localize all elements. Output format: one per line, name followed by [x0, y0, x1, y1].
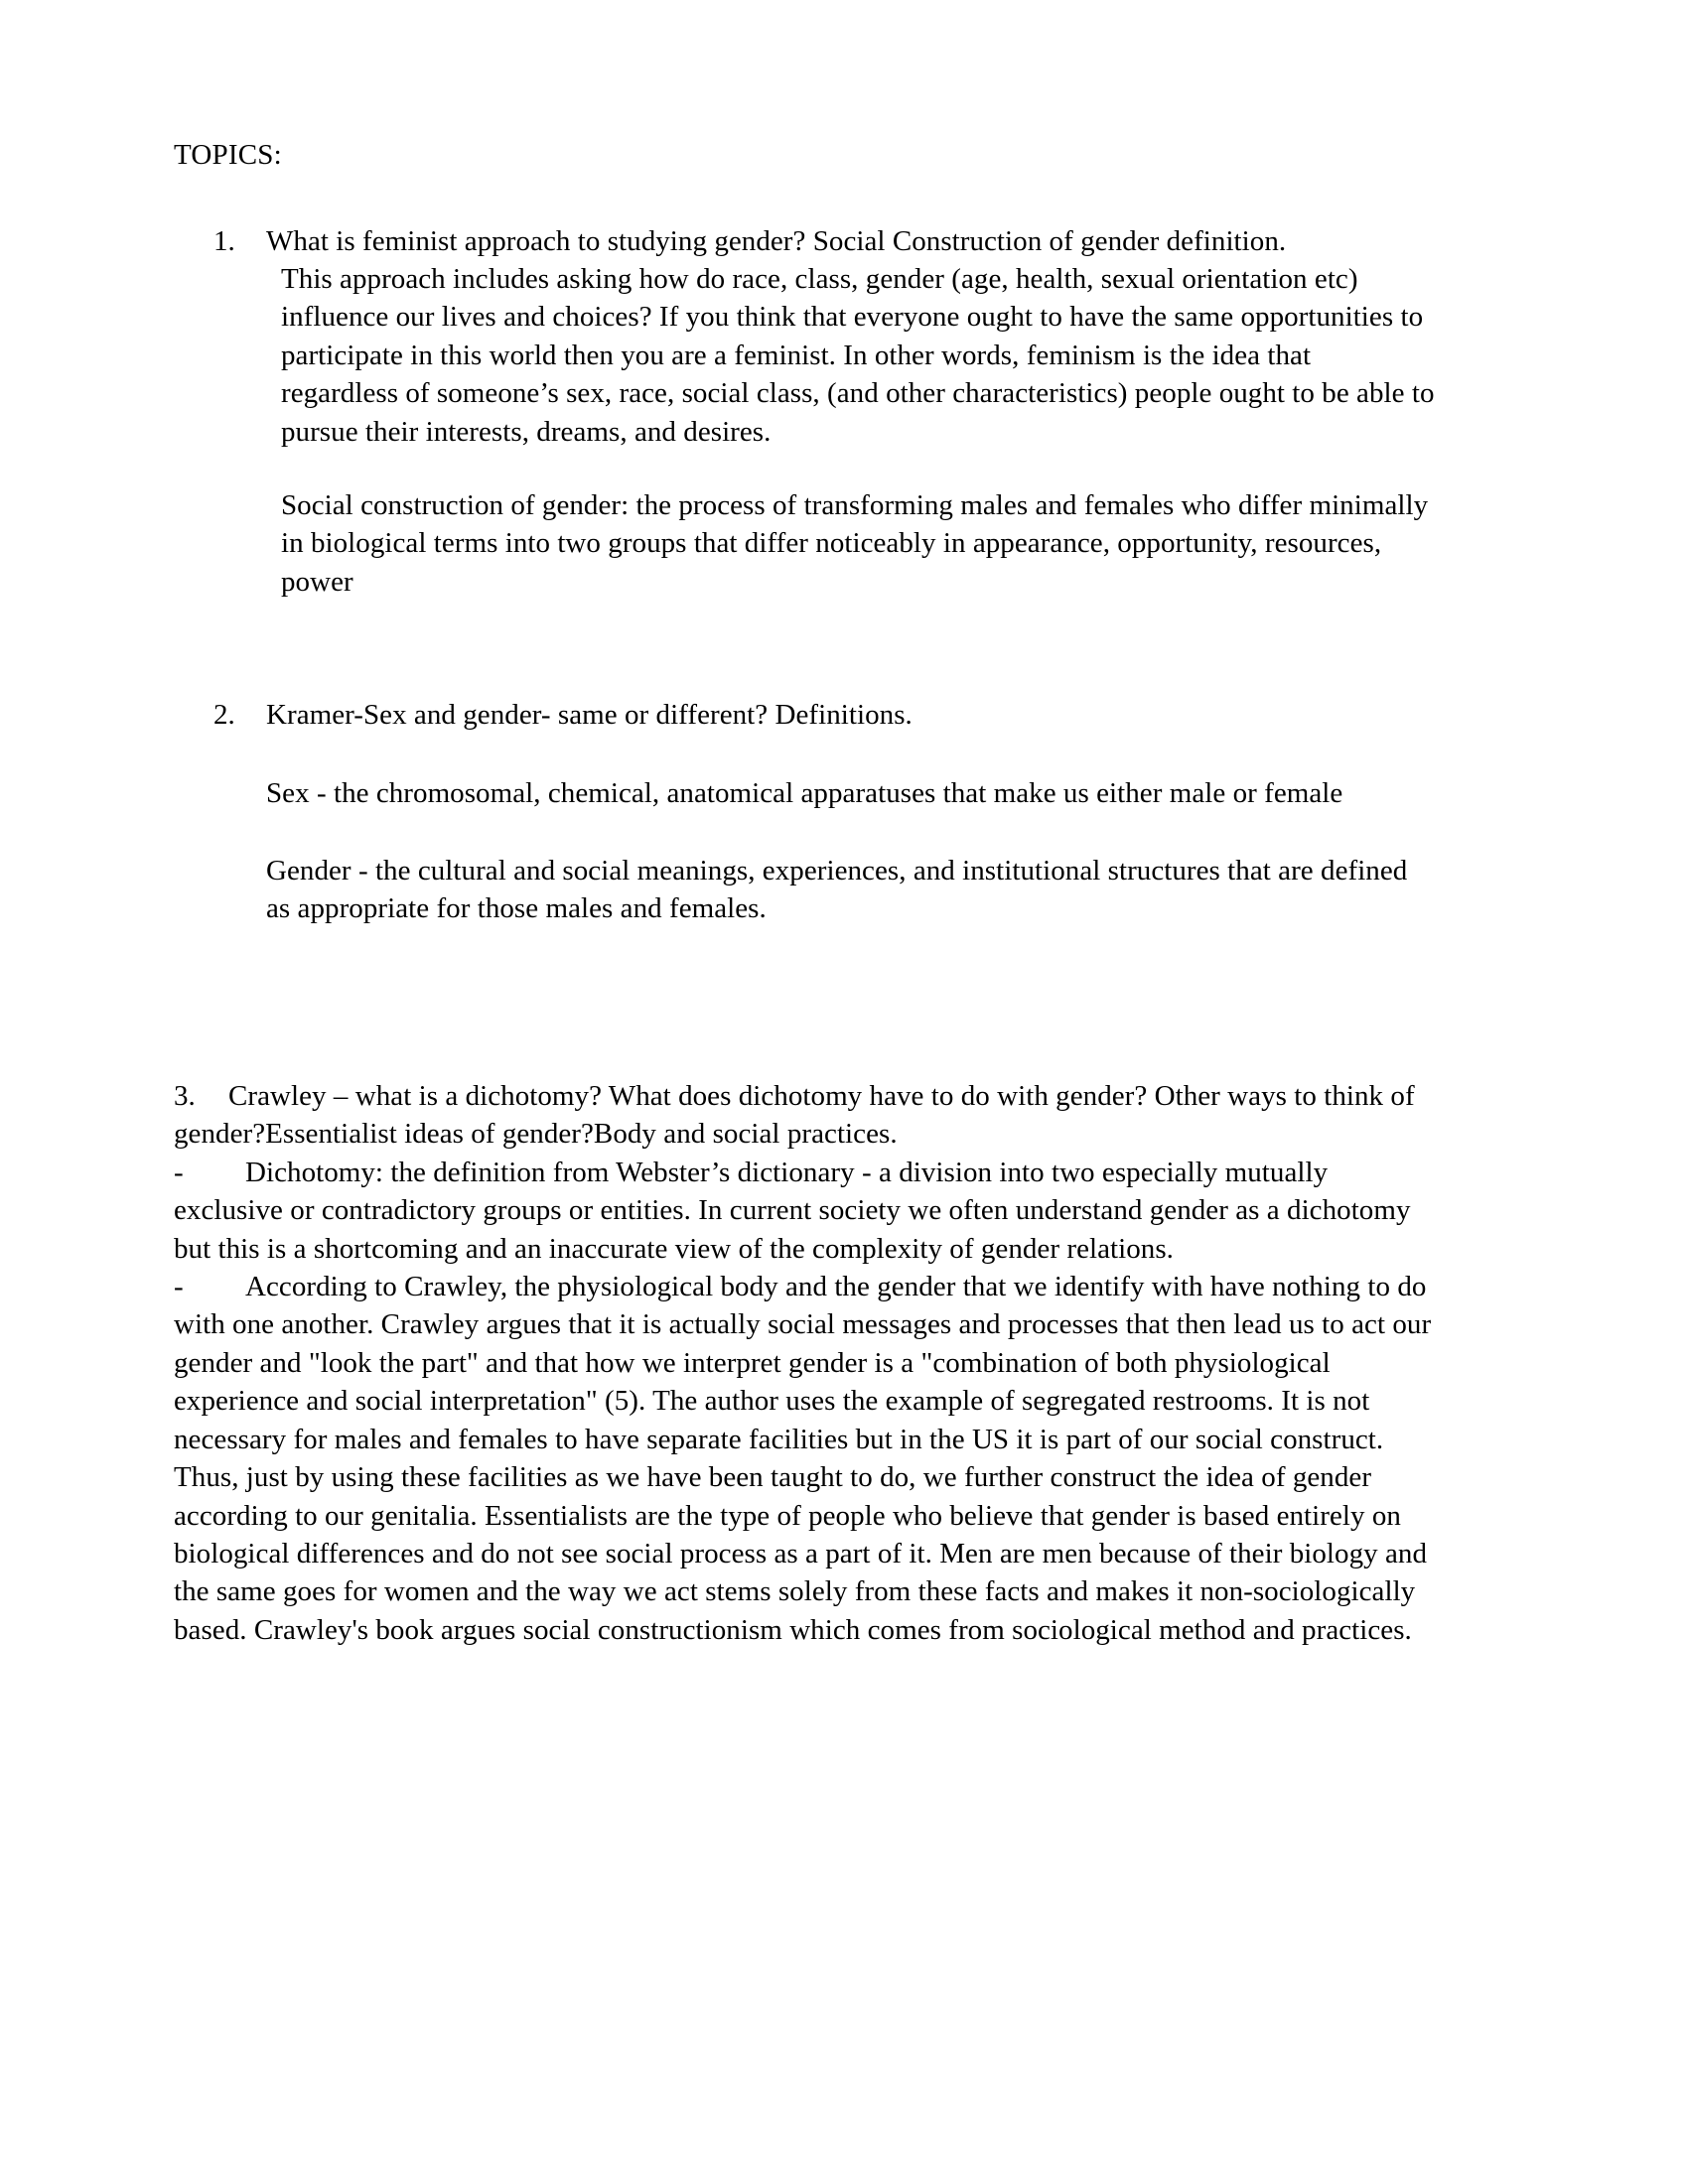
spacer-after-item-2 — [174, 928, 1435, 1077]
spacer-after-item-1 — [174, 601, 1435, 696]
page-title: TOPICS: — [174, 139, 282, 171]
item-2-definition-sex: Sex - the chromosomal, chemical, anatomical apparatuses that make us either male or female — [266, 776, 1343, 809]
item-3-bullet-1 — [174, 1154, 1435, 1268]
numbered-item-1 — [174, 222, 1435, 602]
document-body — [174, 137, 1435, 1649]
dash-bullet-icon-2: - — [174, 1270, 184, 1302]
list-number-1: 1. — [213, 224, 235, 257]
dash-bullet-icon-1: - — [174, 1156, 184, 1188]
item-1-paragraph-1: This approach includes asking how do race, class, gender (age, health, sexual orientation etc) influence our lives and choices? If you think that everyone ought to have the same opportunities to participate in this world then you are a feminist. In other words, feminism is the idea that regardless of someone’s sex, race, social class, (and other characteristics) people ought to be able to pursue their interests, dreams, and desires. — [281, 262, 1435, 448]
item-3-bullet-2-text: According to Crawley, the physiological body and the gender that we identify with have nothing to do with one another. Crawley argues that it is actually social messages and processes that then lead us to act our gender and "look the part" and that how we interpret gender is a "combination of both physiological experience and social interpretation" (5). The author uses the example of segregated restrooms. It is not necessary for males and females to have separate facilities but in the US it is part of our social construct. Thus, just by using these facilities as we have been taught to do, we further construct the idea of gender according to our genitalia. Essentialists are the type of people who believe that gender is based entirely on biological differences and do not see social process as a part of it. Men are men because of their biology and the same goes for women and the way we act stems solely from these facts and makes it non-sociologically based. Crawley's book argues social constructionism which comes from sociological method and practices. — [174, 1270, 1432, 1646]
list-number-2: 2. — [213, 699, 235, 732]
item-2-definition-gender: Gender - the cultural and social meanings, experiences, and institutional structures that are defined as appropriate for those males and females. — [266, 855, 1408, 925]
item-3-heading-line — [174, 1077, 1435, 1154]
spacer-item-2-b — [266, 812, 1435, 852]
item-3-bullet-2 — [174, 1268, 1435, 1649]
item-2-heading: Kramer-Sex and gender- same or different? Definitions. — [266, 699, 913, 732]
item-1-heading: What is feminist approach to studying gender? Social Construction of gender definition. — [266, 224, 1287, 257]
item-3-bullet-1-text: Dichotomy: the definition from Webster’s dictionary - a division into two especially mutually exclusive or contradictory groups or entities. In current society we often understand gender as a dichotomy but this is a shortcoming and an inaccurate view of the complexity of gender relations. — [174, 1156, 1411, 1265]
list-number-3: 3. — [174, 1079, 196, 1112]
numbered-item-3 — [174, 1077, 1435, 1649]
spacer-item-2-a — [266, 735, 1435, 774]
item-1-paragraph-2: Social construction of gender: the process of transforming males and females who differ minimally in biological terms into two groups that differ noticeably in appearance, opportunity, resources, power — [281, 489, 1429, 598]
numbered-item-2 — [174, 696, 1435, 928]
item-3-heading-text: Crawley – what is a dichotomy? What does dichotomy have to do with gender? Other ways to think of gender?Essentialist ideas of gender?Body and social practices. — [174, 1079, 1415, 1151]
